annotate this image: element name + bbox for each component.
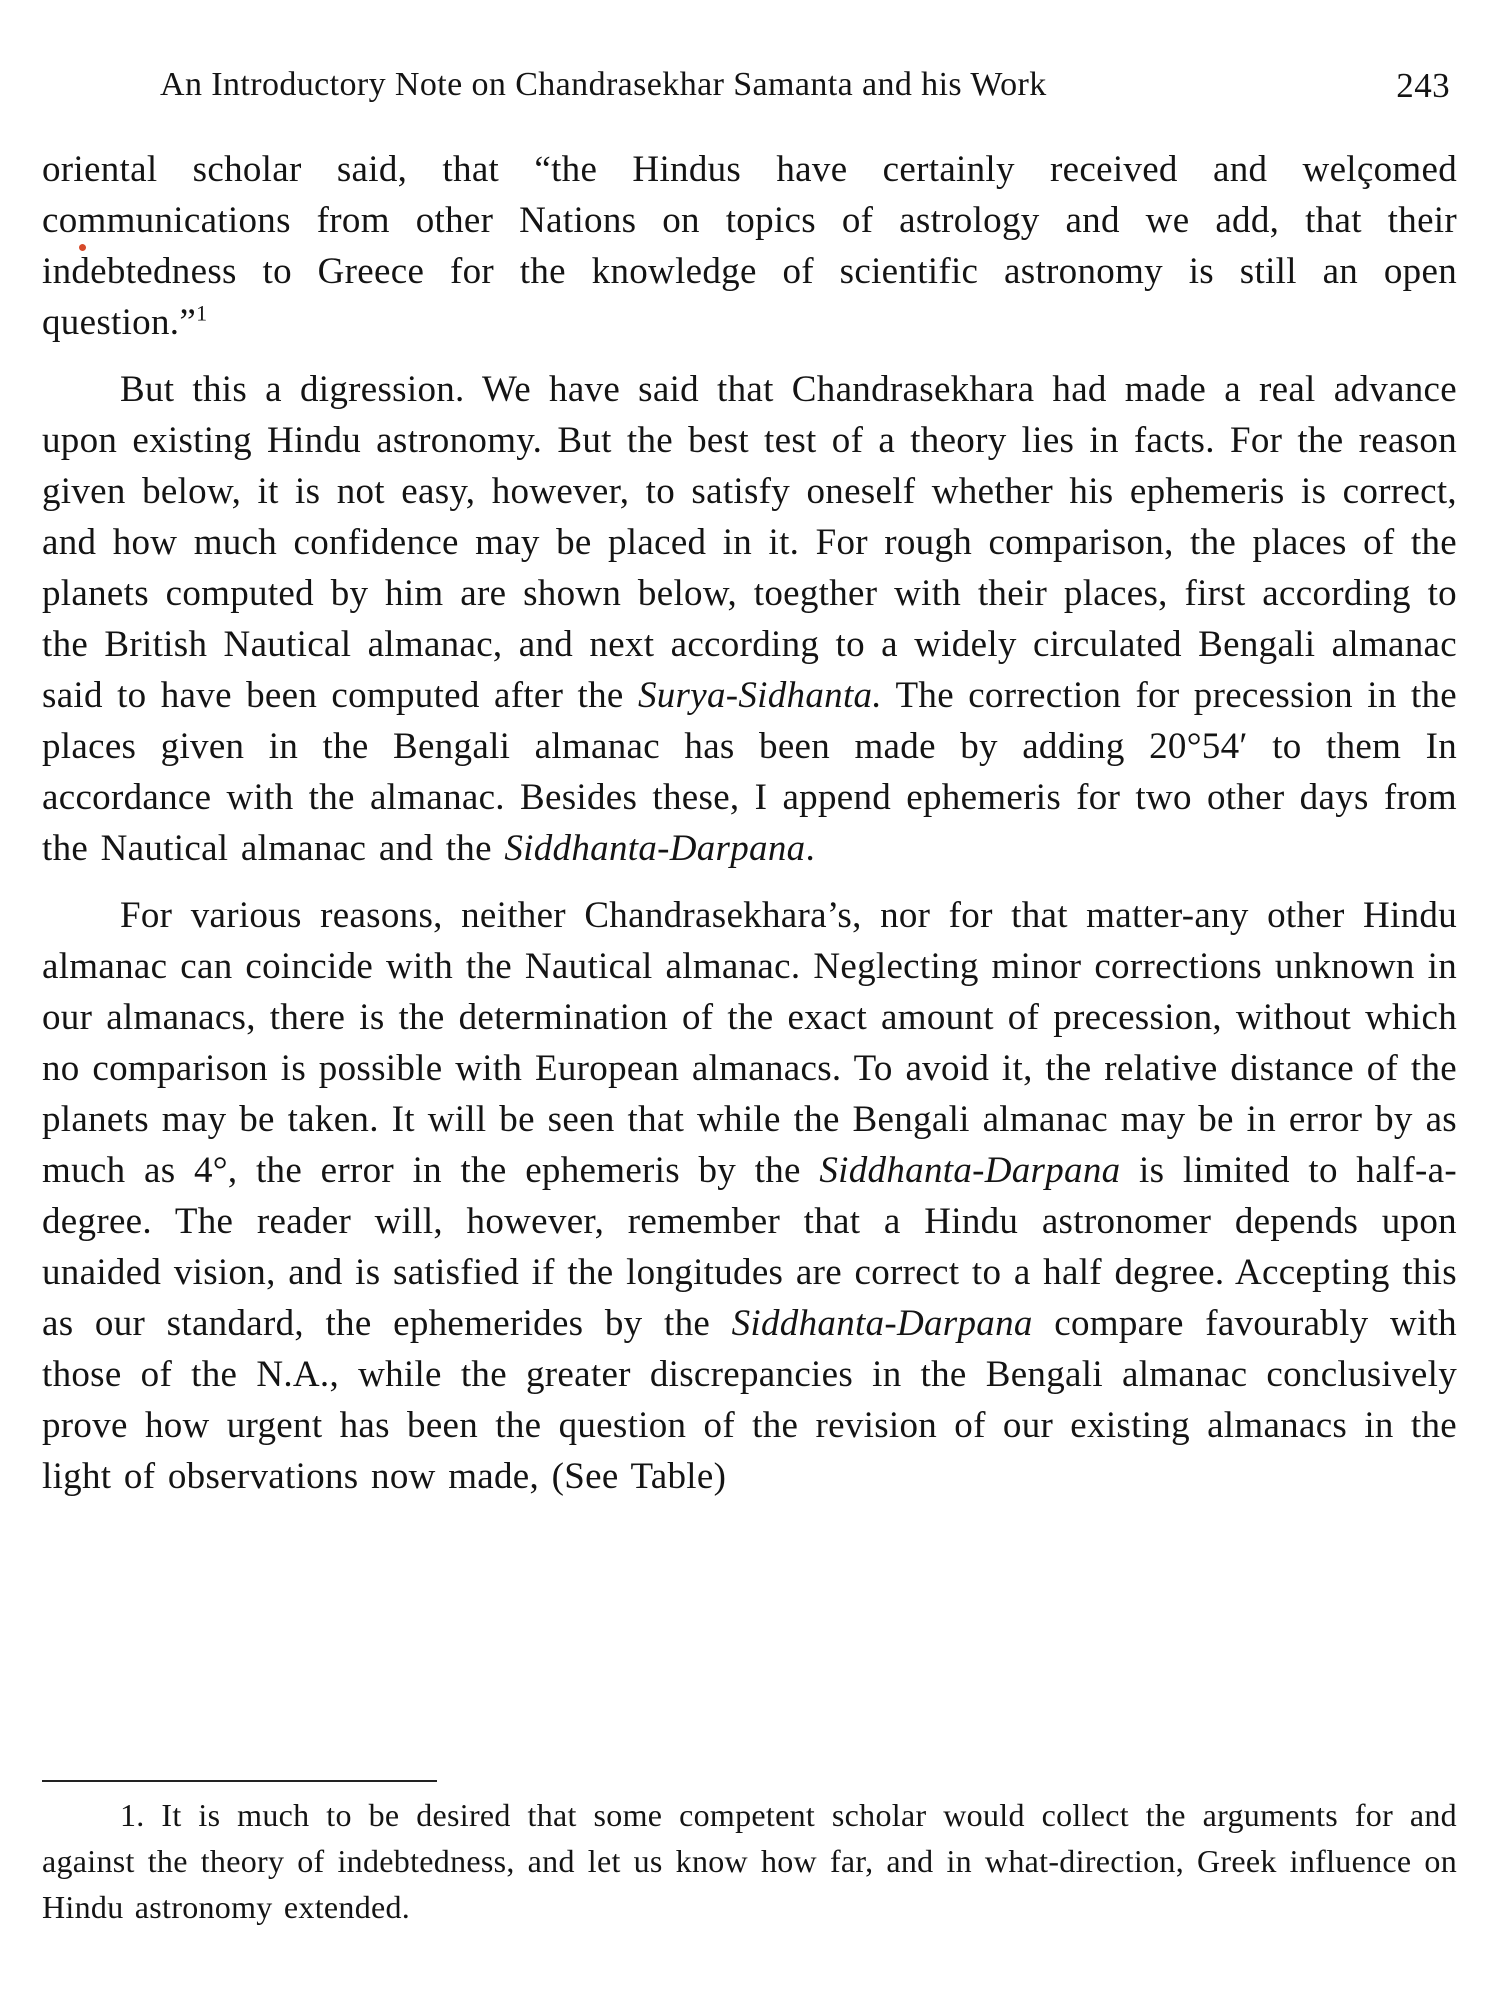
paragraph-1-text: oriental scholar said, that “the Hindus have certainly received and welçomed communications from other Nations on topics of astrology and we add, that their indebtedness to Greece for the knowledge of scientific astronomy is still an open question.” — [42, 149, 1457, 343]
paragraph-2-text-c: . — [805, 828, 816, 869]
page-number: 243 — [1396, 66, 1450, 105]
italic-title-siddhanta-darpana: Siddhanta-Darpana — [819, 1150, 1121, 1191]
footnote-text: 1. It is much to be desired that some competent scholar would collect the arguments for and against the theory of indebtedness, and let us know how far, and in what-direction, Greek influence on Hindu astronomy extended. — [42, 1797, 1457, 1925]
italic-title-siddhanta-darpana: Siddhanta-Darpana — [731, 1303, 1033, 1344]
italic-title-siddhanta-darpana: Siddhanta-Darpana — [504, 828, 806, 869]
running-header — [160, 66, 1460, 126]
paragraph-2 — [42, 364, 1457, 874]
body-text — [42, 144, 1457, 1518]
paragraph-3-text-b: is limited to half-a-degree. The reader will, however, remember that a Hindu astronomer depends upon unaided vision, and is satisfied if the longitudes are correct to a half degree. Accepting this as our standard, the ephemerides by the — [42, 1150, 1457, 1344]
footnote-divider — [42, 1780, 437, 1782]
running-header-title: An Introductory Note on Chandrasekhar Samanta and his Work — [160, 66, 1047, 103]
footnote-reference: 1 — [196, 300, 208, 326]
paragraph-3 — [42, 890, 1457, 1502]
paragraph-2-text-b: The correction for precession in the places given in the Bengali almanac has been made by adding 20°54′ to them In accordance with the almanac. Besides these, I append ephemeris for two other days from the Nautical almanac and the — [42, 675, 1458, 869]
paragraph-3-text-c: compare favourably with those of the N.A., while the greater discrepancies in the Bengali almanac conclusively prove how urgent has been the question of the revision of our existing almanacs in the light of observations now made, (See Table) — [42, 1303, 1457, 1497]
italic-title-surya-sidhanta: Surya-Sidhanta. — [637, 675, 882, 716]
footnote — [42, 1792, 1457, 1930]
paragraph-1 — [42, 144, 1457, 348]
paragraph-3-text-a: For various reasons, neither Chandrasekhara’s, nor for that matter-any other Hindu almanac can coincide with the Nautical almanac. Neglecting minor corrections unknown in our almanacs, there is the determination of the exact amount of precession, without which no comparison is possible with European almanacs. To avoid it, the relative distance of the planets may be taken. It will be seen that while the Bengali almanac may be in error by as much as 4°, the error in the ephemeris by the — [42, 895, 1457, 1191]
paragraph-2-text-a: But this a digression. We have said that Chandrasekhara had made a real advance upon existing Hindu astronomy. But the best test of a theory lies in facts. For the reason given below, it is not easy, however, to satisfy oneself whether his ephemeris is correct, and how much confidence may be placed in it. For rough comparison, the places of the planets computed by him are shown below, toegther with their places, first according to the British Nautical almanac, and next according to a widely circulated Bengali almanac said to have been computed after the — [42, 369, 1457, 716]
